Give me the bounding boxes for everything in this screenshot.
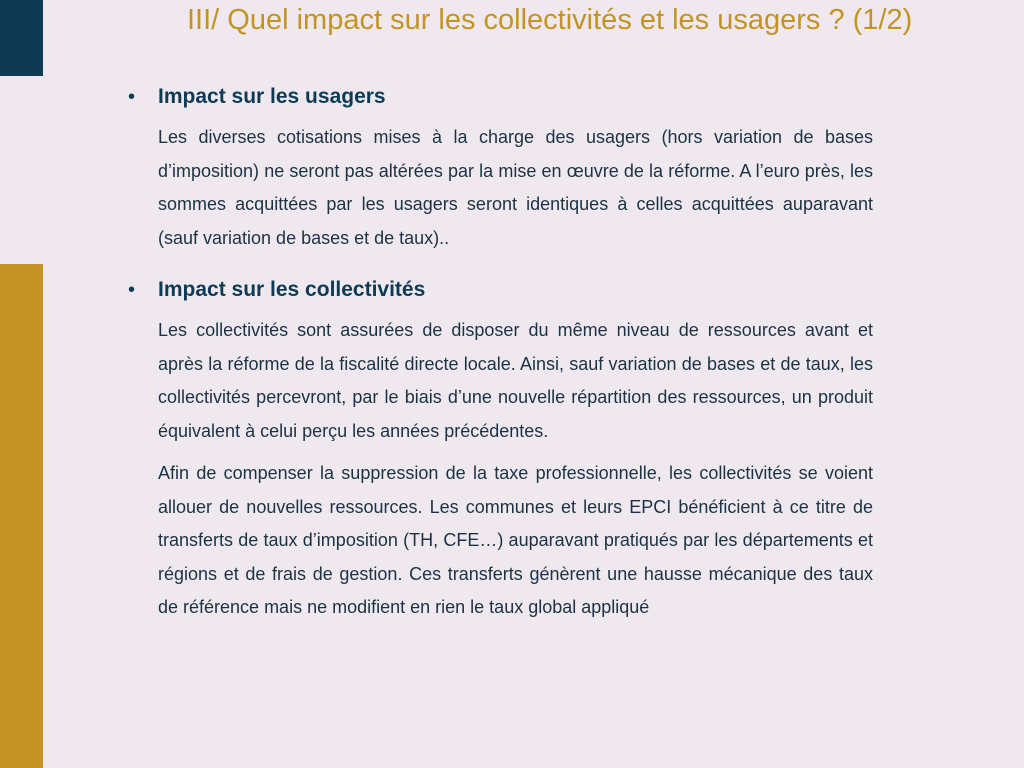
paragraph-collectivites-ressources: Les collectivités sont assurées de disposer du même niveau de ressources avant et après la réforme de la fiscalité directe locale. Ainsi, sauf variation de bases et de taux, les collectivités percevront, par le biais d’une nouvelle répartition des ressources, un produit équivalent à celui perçu les années précédentes. — [158, 320, 873, 441]
gold-accent-bar — [0, 264, 43, 768]
section-heading-collectivites: Impact sur les collectivités — [158, 278, 426, 301]
section-usagers — [128, 82, 873, 255]
bullet-icon: • — [128, 279, 136, 301]
bullet-icon: • — [128, 86, 136, 108]
navy-accent-bar — [0, 0, 43, 76]
paragraph-collectivites-compensation: Afin de compenser la suppression de la taxe professionnelle, les collectivités se voient allouer de nouvelles ressources. Les communes et leurs EPCI bénéficient à ce titre de transferts de taux d’imposition (TH, CFE…) auparavant pratiqués par les départements et régions et de frais de gestion. Ces transferts génèrent une hausse mécanique des taux de référence mais ne modifient en rien le taux global appliqué — [158, 463, 873, 617]
slide-content — [128, 82, 873, 625]
section-collectivites — [128, 275, 873, 625]
slide-title: III/ Quel impact sur les collectivités et les usagers ? (1/2) — [187, 4, 913, 36]
section-heading-usagers: Impact sur les usagers — [158, 85, 386, 108]
paragraph-usagers: Les diverses cotisations mises à la charge des usagers (hors variation de bases d’imposition) ne seront pas altérées par la mise en œuvre de la réforme. A l’euro près, les sommes acquittées par les usagers seront identiques à celles acquittées auparavant (sauf variation de bases et de taux).. — [158, 127, 873, 248]
